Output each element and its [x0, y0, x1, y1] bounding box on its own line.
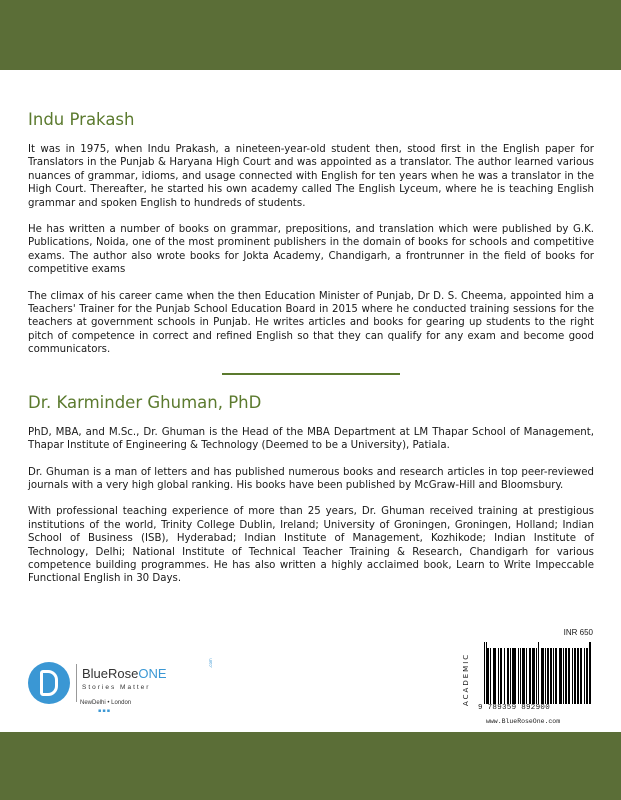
price-label: INR 650: [563, 628, 593, 637]
publisher-tagline: Stories Matter: [82, 684, 151, 691]
bio-paragraph: With professional teaching experience of more than 25 years, Dr. Ghuman received training at prestigious institutions of the world, Trinity College Dublin, Ireland; University of Groningen, Groningen, Holland; Indian School of Business (ISB), Hyderabad; Indian Institute of Management, Kozhikode; Indian Institute of Technology, Delhi; National Institute of Technical Teacher Training & Research, Chandigarh for various competence building programmes. He has also written a highly acclaimed book, Learn to Write Impeccable Functional English in 30 Days.: [28, 506, 594, 585]
barcode: [484, 642, 592, 704]
category-label: ACADEMIC: [462, 652, 470, 706]
author-name-heading: Indu Prakash: [28, 110, 135, 129]
top-color-band: [0, 0, 621, 70]
author-name-heading: Dr. Karminder Ghuman, PhD: [28, 392, 262, 412]
bio-paragraph: He has written a number of books on grammar, prepositions, and translation which were published by G.K. Publications, Noida, one of the most prominent publishers in the domain of books for schools and competitive exams. The author also wrote books for Jokta Academy, Chandigarh, a frontrunner in the field of books for competitive exams: [28, 224, 594, 276]
publisher-locations: NewDelhi • London: [80, 700, 132, 706]
publisher-name: BlueRoseONE: [82, 666, 167, 681]
bio-paragraph: PhD, MBA, and M.Sc., Dr. Ghuman is the Head of the MBA Department at LM Thapar School of Management, Thapar Institute of Engineering & Technology (Deemed to be a University), Patiala.: [28, 426, 594, 452]
publisher-url: www.BlueRoseOne.com: [486, 718, 561, 725]
bio-paragraph: Dr. Ghuman is a man of letters and has published numerous books and research articles in top peer-reviewed journals with a very high global ranking. His books have been published by McGraw-Hill and Bloomsbury.: [28, 466, 594, 491]
bottom-color-band: [0, 732, 621, 800]
author-section-karminder-ghuman: [28, 393, 594, 586]
bio-paragraph: It was in 1975, when Indu Prakash, a nineteen-year-old student then, stood first in the English paper for Translators in the Punjab & Haryana High Court and was appointed as a translator. The author learned various nuances of grammar, idioms, and usage connected with English for ten years when he was a translator in the High Court. Thereafter, he started his own academy called The English Lyceum, where he is teaching English grammar and spoken English to hundreds of students.: [28, 144, 594, 209]
social-icons: ▪▪▪: [98, 708, 112, 714]
barcode-bar: [590, 642, 591, 704]
bluerose-b-icon: [28, 662, 70, 704]
publisher-dotcom: .com: [208, 658, 213, 668]
isbn-number: 9 789359 892900: [478, 704, 551, 712]
logo-separator: [76, 664, 77, 702]
bio-paragraph: The climax of his career came when the then Education Minister of Punjab, Dr D. S. Cheema, appointed him a Teachers' Trainer for the Punjab School Education Board in 2015 where he conducted training sessions for the teachers at government schools in Punjab. He writes articles and books for gearing up students to the right pitch of competence in correct and refined English so that they can qualify for any exam and become good communicators.: [28, 290, 594, 356]
author-bios: [28, 110, 594, 599]
publisher-logo: [28, 658, 213, 718]
author-section-indu-prakash: [28, 110, 594, 357]
section-divider: [222, 373, 400, 375]
